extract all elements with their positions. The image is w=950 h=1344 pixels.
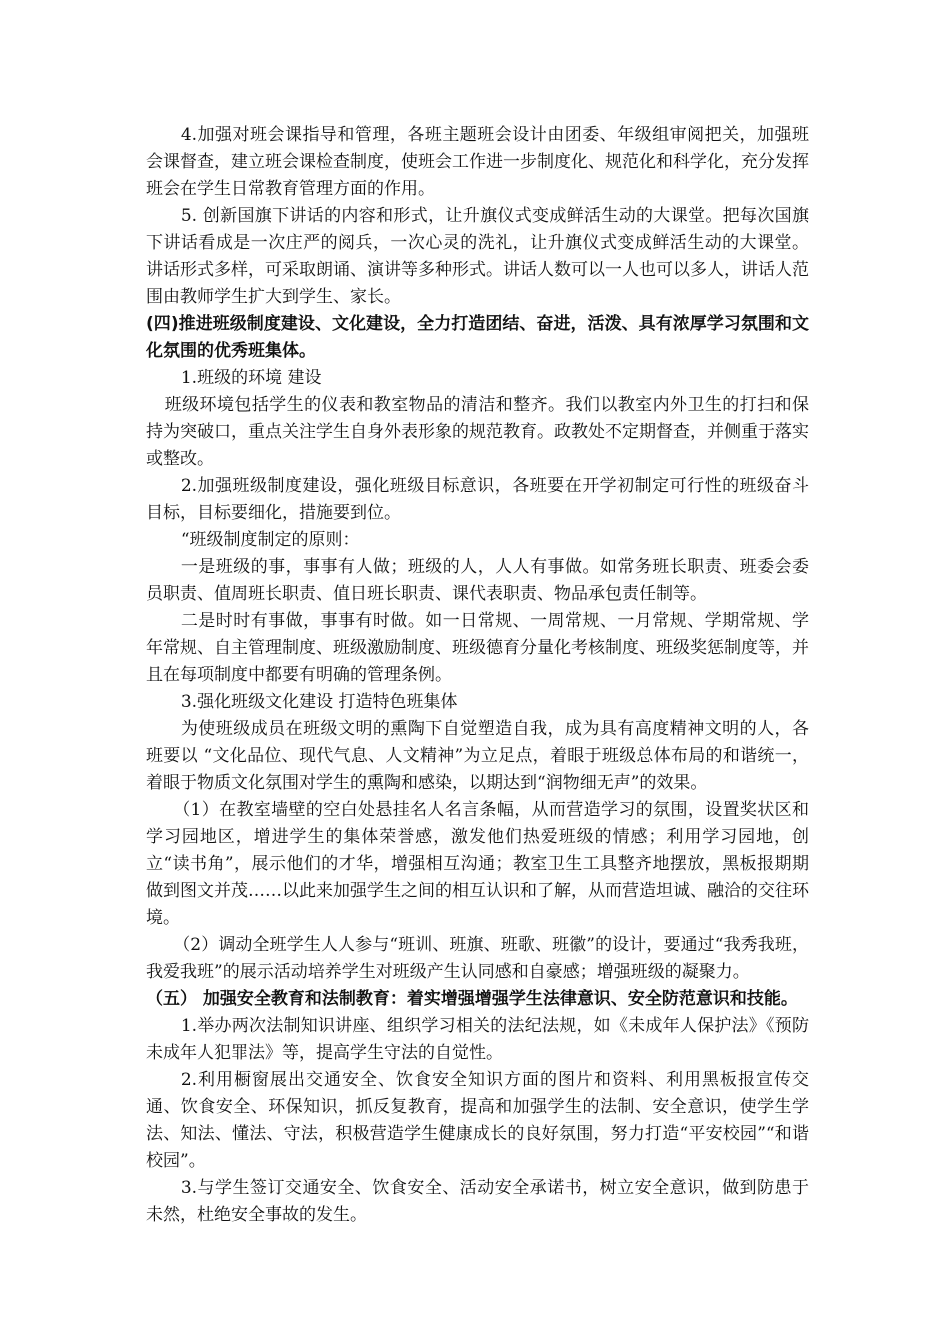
paragraph-class-environment: 班级环境包括学生的仪表和教室物品的清洁和整齐。我们以教室内外卫生的打扫和保持为突破口，重点关注学生自身外表形象的规范教育。政教处不定期督查，并侧重于落实或整改。 bbox=[146, 395, 809, 469]
paragraph-safety-pledge: 3.与学生签订交通安全、饮食安全、活动安全承诺书，树立安全意识，做到防患于未然，杜绝安全事故的发生。 bbox=[146, 1178, 809, 1225]
paragraph-class-system: 2.加强班级制度建设，强化班级目标意识，各班要在开学初制定可行性的班级奋斗目标，目标要细化，措施要到位。 bbox=[146, 476, 809, 523]
paragraph-flag-speech: 5. 创新国旗下讲话的内容和形式，让升旗仪式变成鲜活生动的大课堂。把每次国旗下讲话看成是一次庄严的阅兵，一次心灵的洗礼，让升旗仪式变成鲜活生动的大课堂。 讲话形式多样，可采取朗诵、演讲等多种形式。讲话人数可以一人也可以多人，讲话人范围由教师学生扩大到学生、家长。 bbox=[146, 206, 809, 307]
paragraph-safety-display: 2.利用橱窗展出交通安全、饮食安全知识方面的图片和资料、利用黑板报宣传交通、饮食安全、环保知识，抓反复教育，提高和加强学生的法制、安全意识，使学生学法、知法、懂法、守法，积极营造学生健康成长的良好氛围，努力打造“平安校园”“和谐校园”。 bbox=[146, 1070, 809, 1171]
document-page bbox=[146, 122, 809, 1229]
paragraph-class-meeting: 4.加强对班会课指导和管理，各班主题班会设计由团委、年级组审阅把关，加强班会课督查，建立班会课检查制度，使班会工作进一步制度化、规范化和科学化，充分发挥班会在学生日常教育管理方面的作用。 bbox=[146, 125, 809, 199]
paragraph-culture-item-2: （2）调动全班学生人人参与“班训、班旗、班歌、班徽”的设计，要通过“我秀我班，我爱我班”的展示活动培养学生对班级产生认同感和自豪感；增强班级的凝聚力。 bbox=[146, 935, 809, 982]
paragraph-system-principle: “班级制度制定的原则： bbox=[180, 530, 360, 550]
paragraph-principle-one: 一是班级的事，事事有人做；班级的人，人人有事做。如常务班长职责、班委会委员职责、值周班长职责、值日班长职责、课代表职责、物品承包责任制等。 bbox=[146, 557, 809, 604]
paragraph-principle-two: 二是时时有事做，事事有时做。如一日常规、一周常规、一月常规、学期常规、学年常规、自主管理制度、班级激励制度、班级德育分量化考核制度、班级奖惩制度等，并且在每项制度中都要有明确的管理条例。 bbox=[146, 611, 809, 685]
section-heading-4: (四)推进班级制度建设、文化建设，全力打造团结、奋进，活泼、具有浓厚学习氛围和文化氛围的优秀班集体。 bbox=[146, 314, 809, 361]
subheading-class-environment: 1.班级的环境 建设 bbox=[180, 368, 322, 388]
paragraph-law-lecture: 1.举办两次法制知识讲座、组织学习相关的法纪法规，如《未成年人保护法》《预防未成年人犯罪法》等，提高学生守法的自觉性。 bbox=[146, 1016, 809, 1063]
section-heading-5: （五） 加强安全教育和法制教育：着实增强增强学生法律意识、安全防范意识和技能。 bbox=[146, 989, 798, 1009]
subheading-class-culture: 3.强化班级文化建设 打造特色班集体 bbox=[180, 692, 458, 712]
paragraph-culture-item-1: （1）在教室墙壁的空白处悬挂名人名言条幅，从而营造学习的氛围，设置奖状区和学习园地区，增进学生的集体荣誉感，激发他们热爱班级的情感；利用学习园地，创立“读书角”，展示他们的才华，增强相互沟通；教室卫生工具整齐地摆放，黑板报期期做到图文并茂……以此来加强学生之间的相互认识和了解，从而营造坦诚、融洽的交往环境。 bbox=[146, 800, 809, 928]
paragraph-class-culture: 为使班级成员在班级文明的熏陶下自觉塑造自我，成为具有高度精神文明的人，各班要以 “文化品位、现代气息、人文精神”为立足点，着眼于班级总体布局的和谐统一，着眼于物质文化氛围对学生的熏陶和感染，以期达到“润物细无声”的效果。 bbox=[146, 719, 809, 793]
